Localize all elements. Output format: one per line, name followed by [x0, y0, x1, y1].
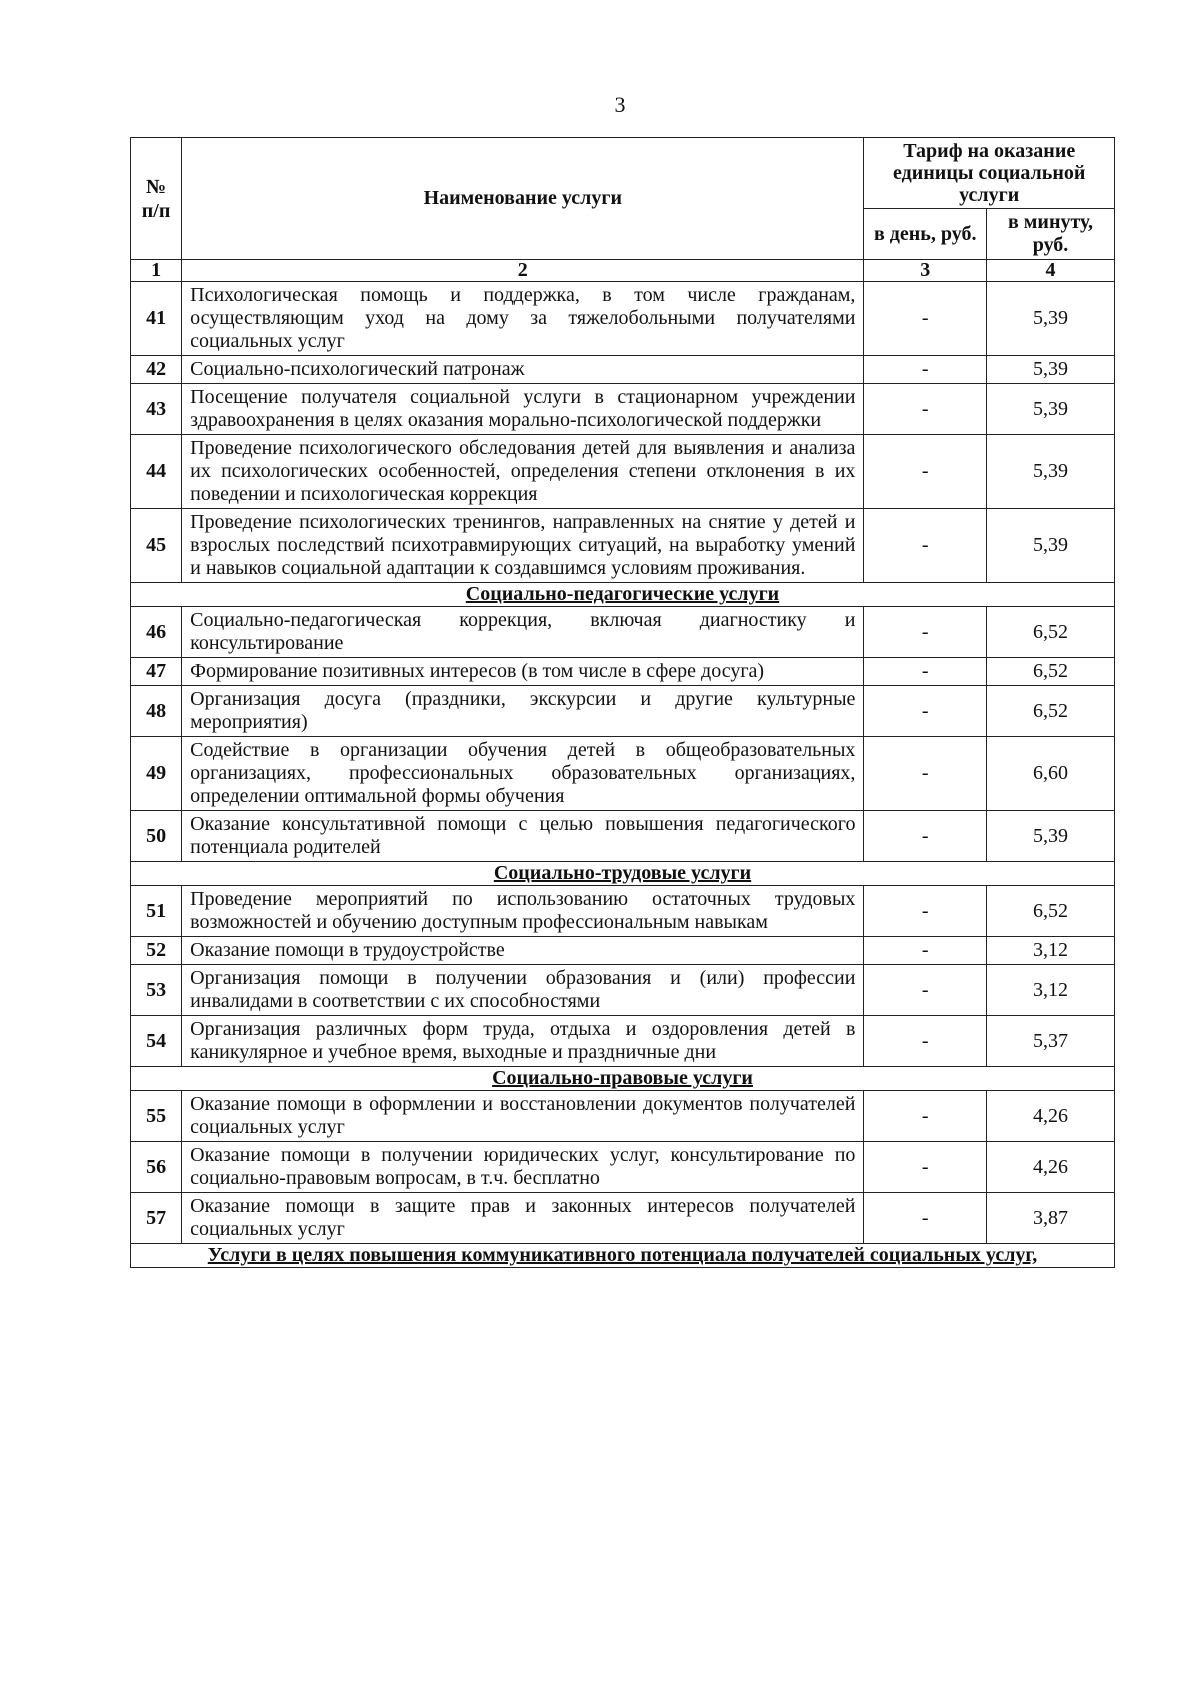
tariff-per-day: - [864, 384, 987, 435]
service-name: Проведение психологического обследования детей для выявления и анализа их психологических особенностей, определения степени отклонения в их поведении и психологическая коррекция [182, 435, 864, 509]
table-row [131, 886, 1115, 937]
tariff-per-minute: 6,52 [987, 607, 1115, 658]
section-header-labor [131, 862, 1115, 886]
tariff-per-day: - [864, 886, 987, 937]
service-name: Организация помощи в получении образования и (или) профессии инвалидами в соответствии с их способностями [182, 965, 864, 1016]
header-num-line2: п/п [141, 199, 171, 222]
service-name: Оказание помощи в оформлении и восстановлении документов получателей социальных услуг [182, 1091, 864, 1142]
section-title: Социально-правовые услуги [131, 1067, 1115, 1091]
section-title: Социально-педагогические услуги [131, 583, 1115, 607]
row-number: 50 [131, 811, 182, 862]
section-header-legal [131, 1067, 1115, 1091]
table-row [131, 1193, 1115, 1244]
tariff-per-minute: 6,52 [987, 886, 1115, 937]
tariff-per-minute: 5,37 [987, 1016, 1115, 1067]
tariff-per-minute: 3,12 [987, 937, 1115, 965]
tariff-per-day: - [864, 509, 987, 583]
tariff-per-day: - [864, 965, 987, 1016]
header-tariff: Тариф на оказание единицы социальной услуги [864, 138, 1115, 209]
tariff-per-minute: 4,26 [987, 1091, 1115, 1142]
table-row [131, 356, 1115, 384]
tariff-per-day: - [864, 1016, 987, 1067]
section-header-communicative [131, 1244, 1115, 1268]
tariff-per-day: - [864, 737, 987, 811]
table-row [131, 686, 1115, 737]
column-index: 2 [182, 260, 864, 282]
service-name: Организация различных форм труда, отдыха и оздоровления детей в каникулярное и учебное время, выходные и праздничные дни [182, 1016, 864, 1067]
section-title: Социально-трудовые услуги [131, 862, 1115, 886]
tariff-per-day: - [864, 1142, 987, 1193]
column-index: 1 [131, 260, 182, 282]
header-num-line1: № [146, 175, 167, 198]
header-per-minute: в минуту, руб. [987, 209, 1115, 260]
service-name: Социально-педагогическая коррекция, включая диагностику и консультирование [182, 607, 864, 658]
table-row [131, 737, 1115, 811]
tariff-per-day: - [864, 1091, 987, 1142]
tariff-per-day: - [864, 658, 987, 686]
tariff-per-day: - [864, 686, 987, 737]
row-number: 41 [131, 282, 182, 356]
row-number: 44 [131, 435, 182, 509]
tariff-per-minute: 5,39 [987, 509, 1115, 583]
table-row [131, 658, 1115, 686]
table-row [131, 384, 1115, 435]
tariff-per-day: - [864, 937, 987, 965]
tariff-per-minute: 5,39 [987, 384, 1115, 435]
row-number: 47 [131, 658, 182, 686]
tariff-per-day: - [864, 356, 987, 384]
table-row [131, 937, 1115, 965]
row-number: 49 [131, 737, 182, 811]
row-number: 54 [131, 1016, 182, 1067]
row-number: 43 [131, 384, 182, 435]
service-name: Организация досуга (праздники, экскурсии и другие культурные мероприятия) [182, 686, 864, 737]
column-index: 4 [987, 260, 1115, 282]
tariff-table [130, 137, 1115, 1268]
table-row [131, 1142, 1115, 1193]
tariff-per-day: - [864, 282, 987, 356]
row-number: 45 [131, 509, 182, 583]
service-name: Формирование позитивных интересов (в том числе в сфере досуга) [182, 658, 864, 686]
table-row [131, 282, 1115, 356]
row-number: 57 [131, 1193, 182, 1244]
tariff-per-minute: 3,12 [987, 965, 1115, 1016]
row-number: 42 [131, 356, 182, 384]
section-title: Услуги в целях повышения коммуникативного потенциала получателей социальных услуг, [131, 1244, 1115, 1268]
row-number: 52 [131, 937, 182, 965]
service-name: Проведение психологических тренингов, направленных на снятие у детей и взрослых последствий психотравмирующих ситуаций, на выработку умений и навыков социальной адаптации к создавшимся условиям проживания. [182, 509, 864, 583]
table-row [131, 1016, 1115, 1067]
tariff-per-day: - [864, 1193, 987, 1244]
tariff-per-minute: 6,52 [987, 658, 1115, 686]
header-num [131, 138, 182, 260]
row-number: 46 [131, 607, 182, 658]
header-row [131, 138, 1115, 209]
service-name: Посещение получателя социальной услуги в стационарном учреждении здравоохранения в целях оказания морально-психологической поддержки [182, 384, 864, 435]
tariff-per-minute: 5,39 [987, 282, 1115, 356]
column-index: 3 [864, 260, 987, 282]
tariff-per-day: - [864, 435, 987, 509]
row-number: 51 [131, 886, 182, 937]
tariff-per-minute: 4,26 [987, 1142, 1115, 1193]
tariff-per-minute: 5,39 [987, 811, 1115, 862]
tariff-per-minute: 3,87 [987, 1193, 1115, 1244]
row-number: 53 [131, 965, 182, 1016]
column-index-row [131, 260, 1115, 282]
row-number: 48 [131, 686, 182, 737]
service-name: Оказание помощи в трудоустройстве [182, 937, 864, 965]
tariff-per-day: - [864, 607, 987, 658]
row-number: 55 [131, 1091, 182, 1142]
service-name: Оказание помощи в получении юридических услуг, консультирование по социально-правовым вопросам, в т.ч. бесплатно [182, 1142, 864, 1193]
service-name: Социально-психологический патронаж [182, 356, 864, 384]
service-name: Оказание помощи в защите прав и законных интересов получателей социальных услуг [182, 1193, 864, 1244]
header-name: Наименование услуги [182, 138, 864, 260]
service-name: Содействие в организации обучения детей в общеобразовательных организациях, профессиональных образовательных организациях, определении оптимальной формы обучения [182, 737, 864, 811]
table-row [131, 607, 1115, 658]
page-number: 3 [614, 92, 626, 117]
tariff-per-day: - [864, 811, 987, 862]
header-per-day: в день, руб. [864, 209, 987, 260]
service-name: Психологическая помощь и поддержка, в том числе гражданам, осуществляющим уход на дому за тяжелобольными получателями социальных услуг [182, 282, 864, 356]
table-row [131, 435, 1115, 509]
tariff-per-minute: 5,39 [987, 356, 1115, 384]
section-header-pedagogical [131, 583, 1115, 607]
tariff-per-minute: 6,52 [987, 686, 1115, 737]
service-name: Оказание консультативной помощи с целью повышения педагогического потенциала родителей [182, 811, 864, 862]
table-row [131, 1091, 1115, 1142]
table-row [131, 965, 1115, 1016]
table-row [131, 811, 1115, 862]
row-number: 56 [131, 1142, 182, 1193]
tariff-per-minute: 5,39 [987, 435, 1115, 509]
table-row [131, 509, 1115, 583]
tariff-per-minute: 6,60 [987, 737, 1115, 811]
service-name: Проведение мероприятий по использованию остаточных трудовых возможностей и обучению доступным профессиональным навыкам [182, 886, 864, 937]
